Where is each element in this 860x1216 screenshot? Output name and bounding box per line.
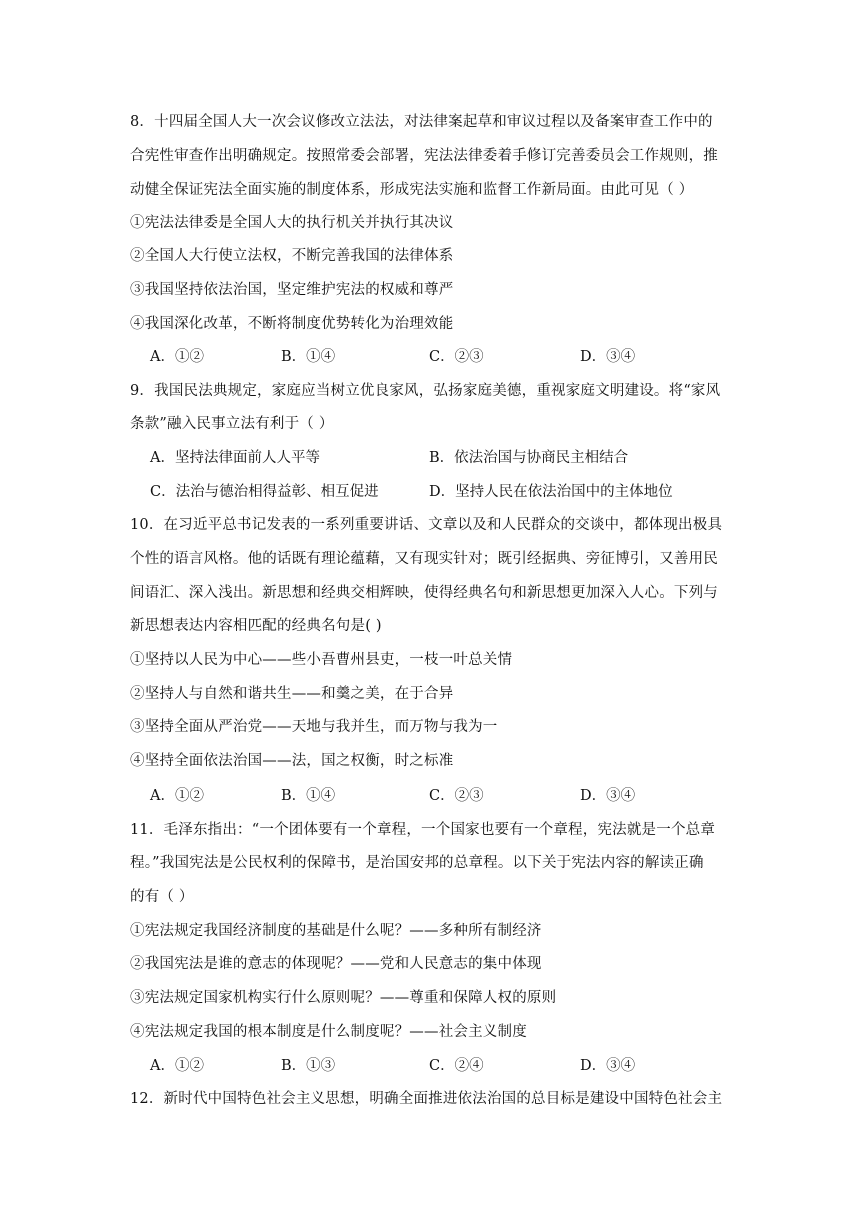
- q12-line-1: 12．新时代中国特色社会主义思想，明确全面推进依法治国的总目标是建设中国特色社会主: [130, 1091, 723, 1107]
- q11-line-3: 的有（ ）: [130, 889, 194, 905]
- q11-option-a: A．①②: [150, 1058, 204, 1074]
- q10-option-a: A．①②: [150, 788, 204, 804]
- q11-option-d: D．③④: [580, 1058, 636, 1074]
- q11-item-3: ③宪法规定国家机构实行什么原则呢？——尊重和保障人权的原则: [130, 990, 557, 1006]
- q10-item-2: ②坚持人与自然和谐共生——和羹之美，在于合异: [130, 686, 454, 702]
- q8-option-c: C．②③: [429, 349, 484, 365]
- q10-line-3: 间语汇、深入浅出。新思想和经典交相辉映，使得经典名句和新思想更加深入人心。下列与: [130, 585, 718, 601]
- q10-item-4: ④坚持全面依法治国——法，国之权衡，时之标准: [130, 753, 454, 769]
- q11-option-c: C．②④: [429, 1058, 484, 1074]
- q9-line-1: 9．我国民法典规定，家庭应当树立优良家风，弘扬家庭美德，重视家庭文明建设。将“家风: [130, 383, 721, 399]
- q11-line-2: 程。”我国宪法是公民权利的保障书，是治国安邦的总章程。以下关于宪法内容的解读正确: [130, 855, 704, 871]
- q10-option-c: C．②③: [429, 788, 484, 804]
- q9-option-b: B．依法治国与协商民主相结合: [429, 450, 629, 466]
- q8-options: [150, 347, 750, 367]
- q8-item-1: ①宪法法律委是全国人大的执行机关并执行其决议: [130, 215, 454, 231]
- q8-item-4: ④我国深化改革，不断将制度优势转化为治理效能: [130, 316, 454, 332]
- q11-item-1: ①宪法规定我国经济制度的基础是什么呢？——多种所有制经济: [130, 923, 542, 939]
- q10-options: [150, 786, 750, 806]
- q10-item-1: ①坚持以人民为中心——些小吾曹州县吏，一枝一叶总关情: [130, 652, 513, 668]
- q11-line-1: 11．毛泽东指出：“一个团体要有一个章程，一个国家也要有一个章程，宪法就是一个总章: [130, 822, 716, 838]
- q8-line-3: 动健全保证宪法全面实施的制度体系，形成宪法实施和监督工作新局面。由此可见（ ）: [130, 182, 694, 198]
- q9-options-row-1: [150, 448, 750, 468]
- q10-line-2: 个性的语言风格。他的话既有理论蕴藉，又有现实针对；既引经据典、旁征博引，又善用民: [130, 551, 718, 567]
- q9-option-d: D．坚持人民在依法治国中的主体地位: [429, 484, 673, 500]
- q9-line-2: 条款”融入民事立法有利于（ ）: [130, 416, 334, 432]
- q10-item-3: ③坚持全面从严治党——天地与我并生，而万物与我为一: [130, 719, 498, 735]
- q10-option-b: B．①④: [281, 788, 336, 804]
- q8-line-2: 合宪性审查作出明确规定。按照常委会部署，宪法法律委着手修订完善委员会工作规则，推: [130, 148, 718, 164]
- q9-options-row-2: [150, 482, 750, 502]
- q9-option-a: A．坚持法律面前人人平等: [150, 450, 320, 466]
- q10-option-d: D．③④: [580, 788, 636, 804]
- q8-option-b: B．①④: [281, 349, 336, 365]
- q11-item-4: ④宪法规定我国的根本制度是什么制度呢？——社会主义制度: [130, 1024, 527, 1040]
- q11-item-2: ②我国宪法是谁的意志的体现呢？——党和人民意志的集中体现: [130, 956, 542, 972]
- q11-option-b: B．①③: [281, 1058, 336, 1074]
- q8-item-2: ②全国人大行使立法权，不断完善我国的法律体系: [130, 248, 454, 264]
- q9-option-c: C．法治与德治相得益彰、相互促进: [150, 484, 379, 500]
- q11-options: [150, 1056, 750, 1076]
- q8-item-3: ③我国坚持依法治国，坚定维护宪法的权威和尊严: [130, 282, 454, 298]
- q8-option-a: A．①②: [150, 349, 204, 365]
- q10-line-4: 新思想表达内容相匹配的经典名句是( ): [130, 618, 382, 634]
- q10-line-1: 10．在习近平总书记发表的一系列重要讲话、文章以及和人民群众的交谈中，都体现出极具: [130, 517, 723, 533]
- q8-option-d: D．③④: [580, 349, 636, 365]
- q8-line-1: 8．十四届全国人大一次会议修改立法法，对法律案起草和审议过程以及备案审查工作中的: [130, 114, 713, 130]
